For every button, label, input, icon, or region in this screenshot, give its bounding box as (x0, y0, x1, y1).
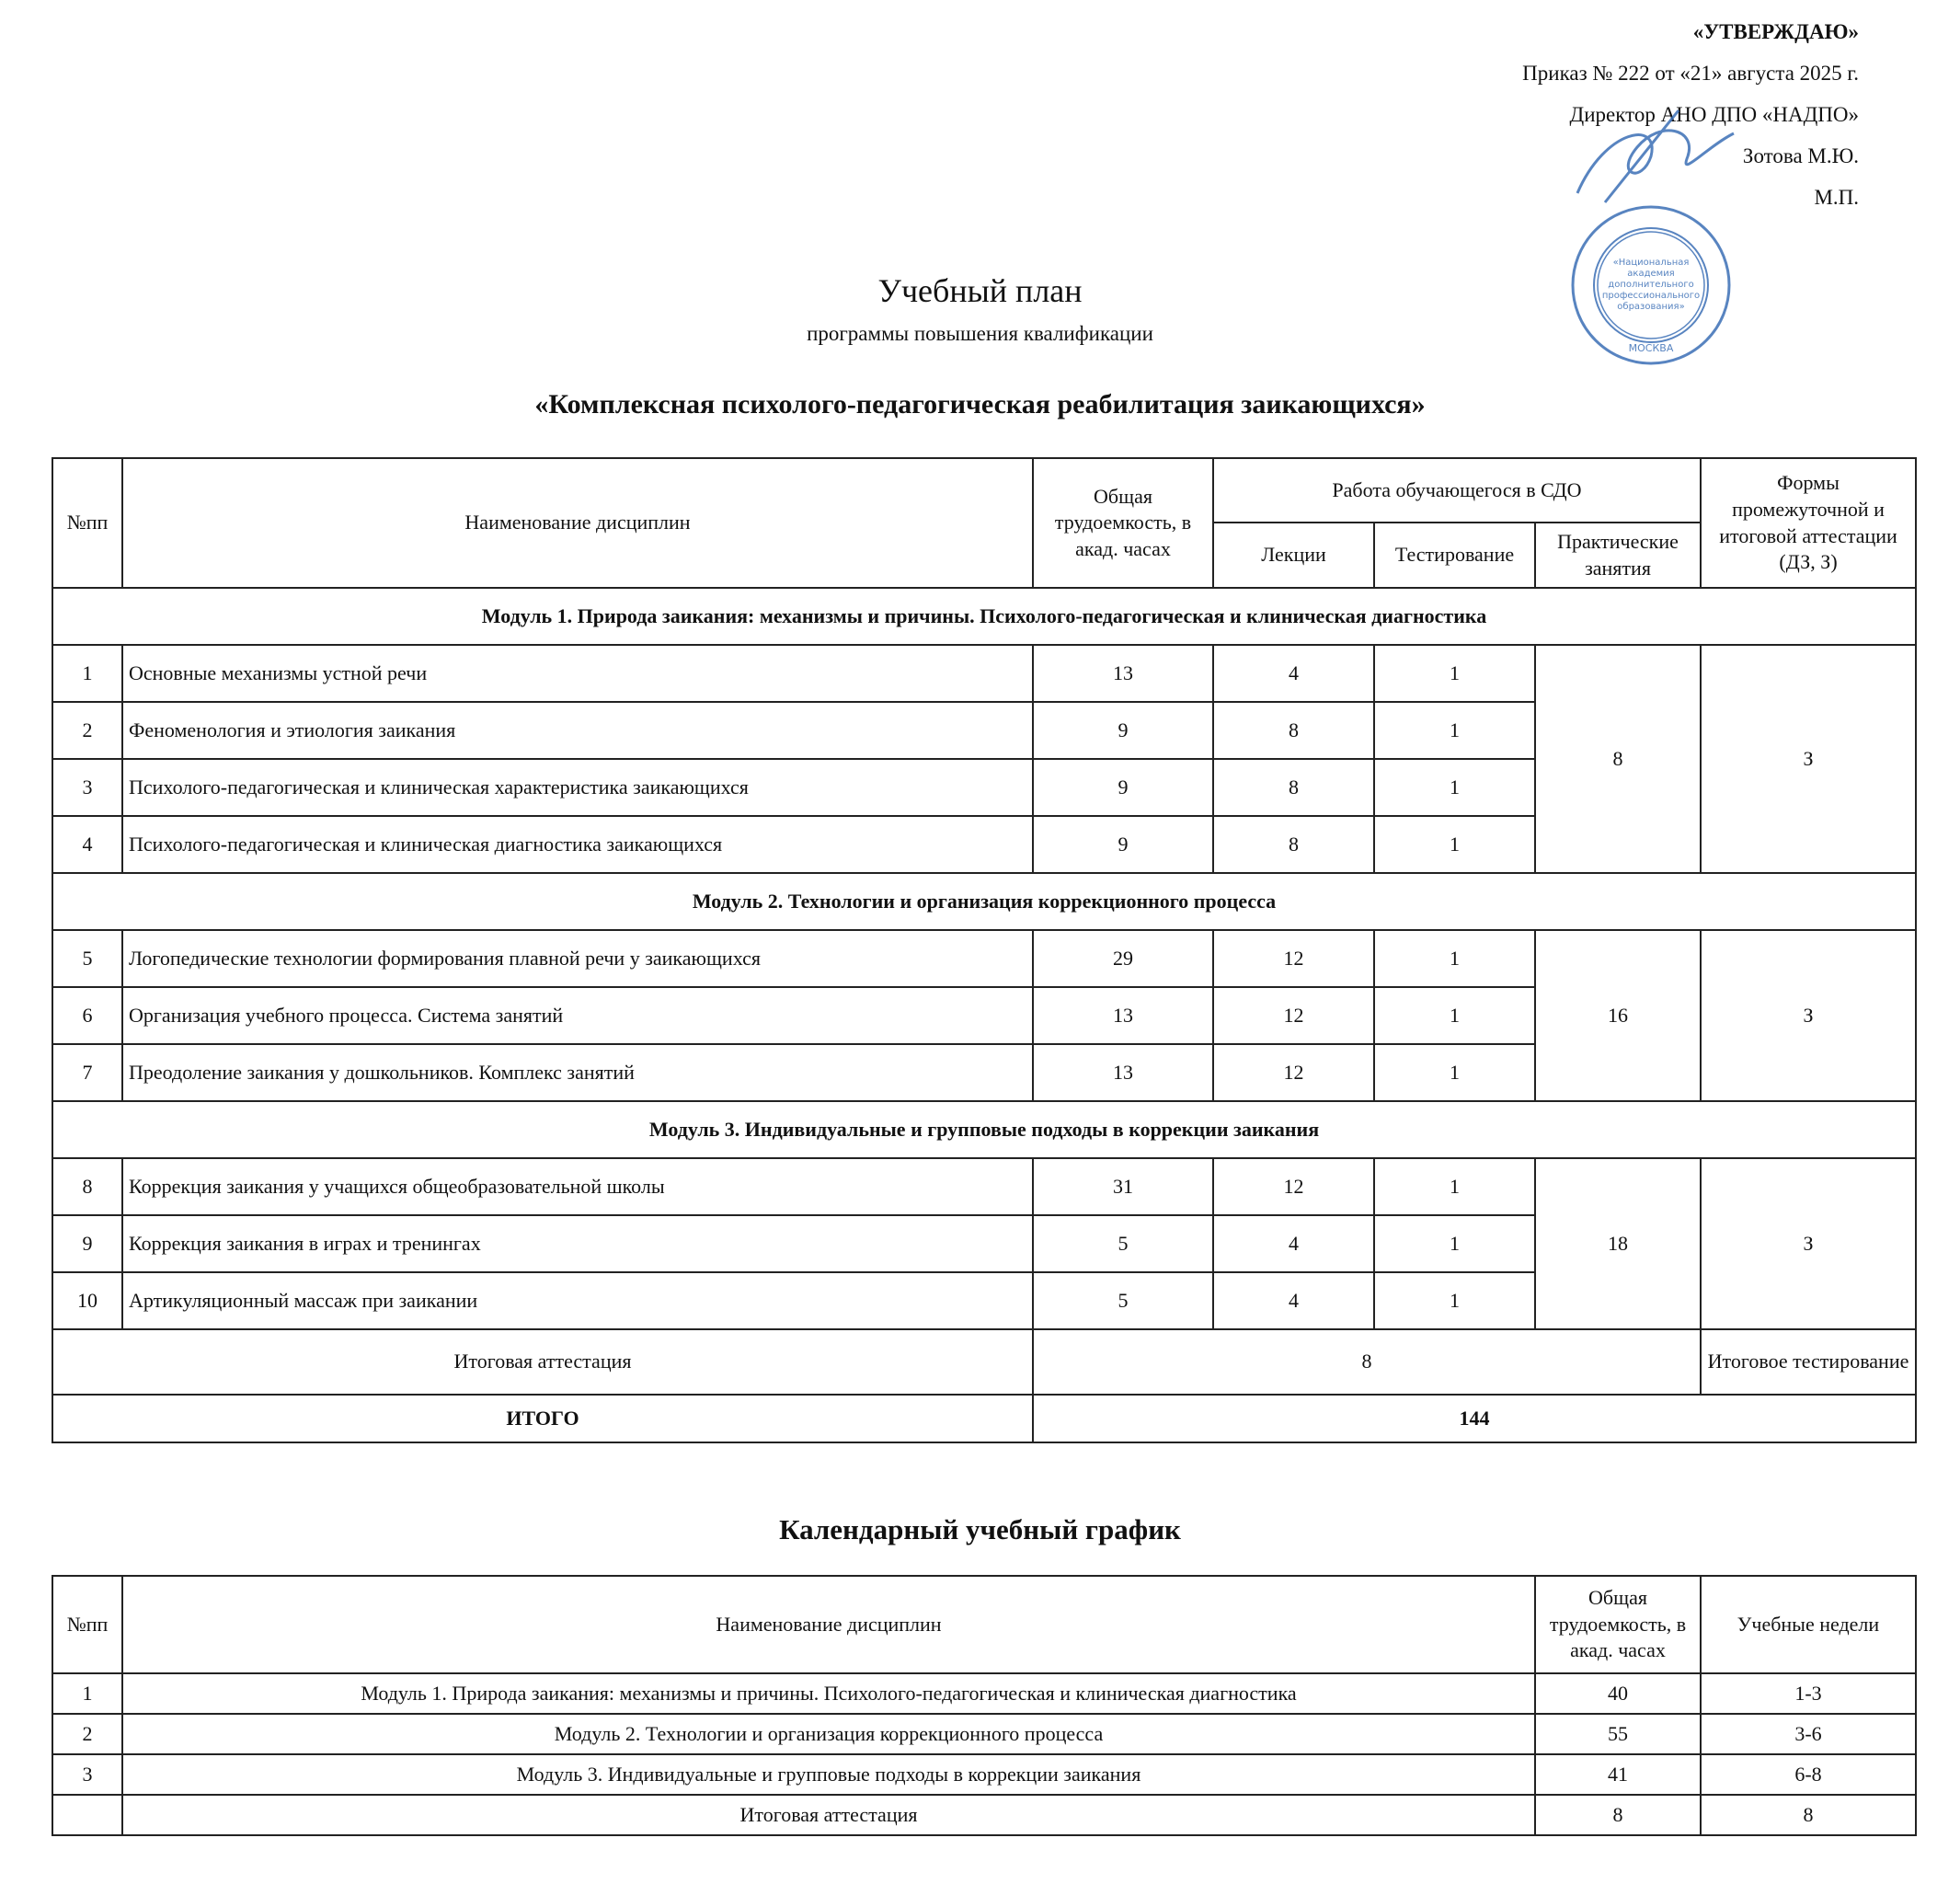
testing-hours: 1 (1374, 1272, 1535, 1329)
lecture-hours: 12 (1213, 1044, 1374, 1101)
calendar-body (52, 1673, 1916, 1835)
plan-body (52, 588, 1916, 1329)
attestation-form: З (1701, 1158, 1916, 1329)
calendar-row (52, 1673, 1916, 1714)
page-subtitle: программы повышения квалификации (807, 322, 1153, 345)
row-number: 7 (52, 1044, 122, 1101)
lecture-hours: 8 (1213, 759, 1374, 816)
discipline-name: Коррекция заикания у учащихся общеобразовательной школы (122, 1158, 1033, 1215)
discipline-name: Артикуляционный массаж при заикании (122, 1272, 1033, 1329)
total-hours: 13 (1033, 645, 1213, 702)
module-header-row (52, 1101, 1916, 1158)
row-number: 2 (52, 1714, 122, 1754)
lecture-hours: 8 (1213, 702, 1374, 759)
total-hours: 13 (1033, 1044, 1213, 1101)
discipline-name: Психолого-педагогическая и клиническая диагностика заикающихся (122, 816, 1033, 873)
calendar-table (52, 1575, 1917, 1836)
cal-header-num: №пп (52, 1576, 122, 1673)
discipline-name: Феноменология и этиология заикания (122, 702, 1033, 759)
lecture-hours: 4 (1213, 1215, 1374, 1272)
header-num: №пп (52, 458, 122, 588)
seal-center-4: профессионального (1601, 291, 1701, 301)
module-title: Модуль 3. Индивидуальные и групповые подходы в коррекции заикания (52, 1101, 1916, 1158)
program-name: «Комплексная психолого-педагогическая реабилитация заикающихся» (534, 389, 1426, 419)
practice-hours: 8 (1535, 645, 1701, 873)
testing-hours: 1 (1374, 1158, 1535, 1215)
discipline-name: Логопедические технологии формирования плавной речи у заикающихся (122, 930, 1033, 987)
cal-header-name: Наименование дисциплин (122, 1576, 1535, 1673)
lecture-hours: 12 (1213, 1158, 1374, 1215)
table-row (52, 1158, 1916, 1215)
module-header-row (52, 588, 1916, 645)
practice-hours: 16 (1535, 930, 1701, 1101)
final-label: Итоговая аттестация (52, 1329, 1033, 1395)
row-number: 3 (52, 759, 122, 816)
row-number: 5 (52, 930, 122, 987)
discipline-name: Коррекция заикания в играх и тренингах (122, 1215, 1033, 1272)
practice-hours: 18 (1535, 1158, 1701, 1329)
attestation-form: З (1701, 930, 1916, 1101)
row-number: 10 (52, 1272, 122, 1329)
header-testing: Тестирование (1374, 523, 1535, 588)
signature (1577, 110, 1734, 202)
calendar-row (52, 1714, 1916, 1754)
row-number: 2 (52, 702, 122, 759)
seal-center-5: образования» (1617, 302, 1685, 312)
testing-hours: 1 (1374, 759, 1535, 816)
lecture-hours: 4 (1213, 1272, 1374, 1329)
final-hours: 8 (1033, 1329, 1701, 1395)
seal-center-1: «Национальная (1612, 258, 1690, 268)
module-title: Модуль 1. Природа заикания: механизмы и причины. Психолого-педагогическая и клиническая диагностика (52, 588, 1916, 645)
calendar-row (52, 1754, 1916, 1795)
module-name: Модуль 1. Природа заикания: механизмы и причины. Психолого-педагогическая и клиническая диагностика (122, 1673, 1535, 1714)
row-number: 4 (52, 816, 122, 873)
total-hours: 31 (1033, 1158, 1213, 1215)
seal-center-3: дополнительного (1608, 280, 1694, 290)
study-weeks: 3-6 (1701, 1714, 1916, 1754)
approval-stamp-mark: М.П. (1814, 186, 1859, 209)
table-row (52, 645, 1916, 702)
total-hours: 5 (1033, 1215, 1213, 1272)
approval-director: Директор АНО ДПО «НАДПО» (1569, 103, 1859, 126)
total-hours: 41 (1535, 1754, 1701, 1795)
study-plan-table (52, 457, 1917, 1443)
testing-hours: 1 (1374, 1044, 1535, 1101)
testing-hours: 1 (1374, 987, 1535, 1044)
approval-name: Зотова М.Ю. (1742, 144, 1859, 167)
discipline-name: Преодоление заикания у дошкольников. Комплекс занятий (122, 1044, 1033, 1101)
testing-hours: 1 (1374, 645, 1535, 702)
row-number: 6 (52, 987, 122, 1044)
cal-header-total: Общая трудоемкость, в акад. часах (1535, 1576, 1701, 1673)
total-hours: 9 (1033, 759, 1213, 816)
study-weeks: 6-8 (1701, 1754, 1916, 1795)
total-hours: 40 (1535, 1673, 1701, 1714)
cal-header-weeks: Учебные недели (1701, 1576, 1916, 1673)
seal-center-2: академия (1627, 269, 1675, 279)
table-row (52, 930, 1916, 987)
discipline-name: Основные механизмы устной речи (122, 645, 1033, 702)
header-forms: Формы промежуточной и итоговой аттестации (ДЗ, З) (1701, 458, 1916, 588)
lecture-hours: 12 (1213, 930, 1374, 987)
total-hours: 5 (1033, 1272, 1213, 1329)
header-name: Наименование дисциплин (122, 458, 1033, 588)
module-name: Итоговая аттестация (122, 1795, 1535, 1835)
page-title: Учебный план (877, 272, 1083, 309)
testing-hours: 1 (1374, 816, 1535, 873)
testing-hours: 1 (1374, 930, 1535, 987)
total-hours: 55 (1535, 1714, 1701, 1754)
final-form: Итоговое тестирование (1701, 1329, 1916, 1395)
header-practice: Практические занятия (1535, 523, 1701, 588)
module-name: Модуль 3. Индивидуальные и групповые подходы в коррекции заикания (122, 1754, 1535, 1795)
total-hours: 29 (1033, 930, 1213, 987)
row-number: 9 (52, 1215, 122, 1272)
module-title: Модуль 2. Технологии и организация коррекционного процесса (52, 873, 1916, 930)
row-number (52, 1795, 122, 1835)
row-number: 1 (52, 1673, 122, 1714)
discipline-name: Психолого-педагогическая и клиническая характеристика заикающихся (122, 759, 1033, 816)
total-row (52, 1395, 1916, 1442)
calendar-title: Календарный учебный график (779, 1513, 1181, 1545)
discipline-name: Организация учебного процесса. Система занятий (122, 987, 1033, 1044)
row-number: 1 (52, 645, 122, 702)
total-hours: 13 (1033, 987, 1213, 1044)
study-weeks: 1-3 (1701, 1673, 1916, 1714)
lecture-hours: 4 (1213, 645, 1374, 702)
header-work: Работа обучающегося в СДО (1213, 458, 1701, 523)
seal-city: МОСКВА (1628, 342, 1674, 354)
header-lectures: Лекции (1213, 523, 1374, 588)
approval-heading: «УТВЕРЖДАЮ» (1692, 20, 1859, 43)
study-weeks: 8 (1701, 1795, 1916, 1835)
total-hours: 8 (1535, 1795, 1701, 1835)
module-header-row (52, 873, 1916, 930)
total-hours: 9 (1033, 816, 1213, 873)
total-hours: 9 (1033, 702, 1213, 759)
attestation-form: З (1701, 645, 1916, 873)
final-row (52, 1329, 1916, 1395)
approval-order: Приказ № 222 от «21» августа 2025 г. (1522, 62, 1859, 85)
lecture-hours: 8 (1213, 816, 1374, 873)
total-label: ИТОГО (52, 1395, 1033, 1442)
row-number: 8 (52, 1158, 122, 1215)
total-hours: 144 (1033, 1395, 1916, 1442)
testing-hours: 1 (1374, 702, 1535, 759)
lecture-hours: 12 (1213, 987, 1374, 1044)
calendar-row (52, 1795, 1916, 1835)
module-name: Модуль 2. Технологии и организация коррекционного процесса (122, 1714, 1535, 1754)
testing-hours: 1 (1374, 1215, 1535, 1272)
header-total: Общая трудоемкость, в акад. часах (1033, 458, 1213, 588)
row-number: 3 (52, 1754, 122, 1795)
